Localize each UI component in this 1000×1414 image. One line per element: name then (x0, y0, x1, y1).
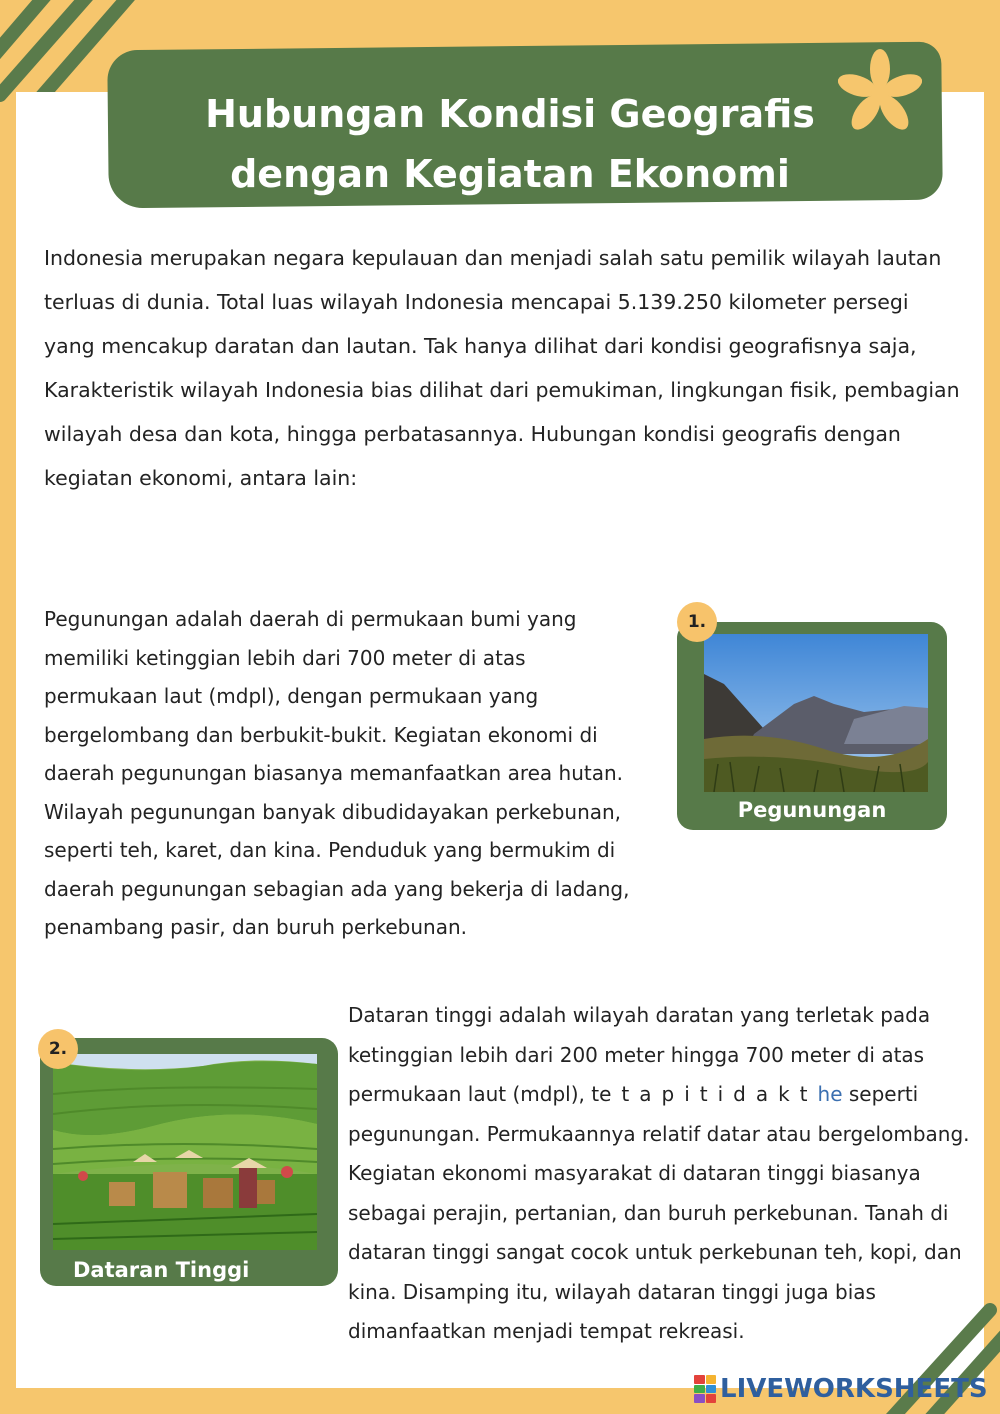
title-line-1: Hubungan Kondisi Geografis (205, 92, 815, 136)
dataran-tinggi-photo (53, 1054, 317, 1250)
dataran-tinggi-text-end: seperti pegunungan. Permukaannya relatif datar atau bergelombang. Kegiatan ekonomi masyarakat di dataran tinggi biasanya sebagai perajin, pertanian, dan buruh perkebunan. Tanah di dataran tinggi sangat cocok untuk perkebunan teh, kopi, dan kina. Disamping itu, wilayah dataran tinggi juga bias dimanfaatkan menjadi tempat rekreasi. (348, 1082, 970, 1343)
dataran-tinggi-card (40, 1038, 338, 1286)
number-badge-2: 2. (38, 1029, 78, 1069)
brand-name: LIVEWORKSHEETS (720, 1374, 988, 1404)
dataran-tinggi-text-spaced-tail: he (817, 1082, 843, 1106)
dataran-tinggi-text-spaced: etapitidakt (599, 1082, 818, 1106)
liveworksheets-logo-icon (694, 1375, 716, 1403)
pegunungan-label: Pegunungan (737, 798, 887, 822)
intro-paragraph: Indonesia merupakan negara kepulauan dan menjadi salah satu pemilik wilayah lautan terluas di dunia. Total luas wilayah Indonesia mencapai 5.139.250 kilometer persegi yang mencakup daratan dan lautan. Tak hanya dilihat dari kondisi geografisnya saja, Karakteristik wilayah Indonesia bias dilihat dari pemukiman, lingkungan fisik, pembagian wilayah desa dan kota, hingga perbatasannya. Hubungan kondisi geografis dengan kegiatan ekonomi, antara lain: (44, 246, 960, 490)
page-title (130, 84, 890, 204)
liveworksheets-brand[interactable] (694, 1372, 988, 1406)
flower-icon (838, 48, 922, 138)
dataran-tinggi-text-start: Dataran tinggi adalah wilayah daratan yang terletak pada ketinggian lebih dari 200 meter hingga 700 meter di atas permukaan laut (mdpl), t (348, 1003, 931, 1106)
dataran-tinggi-label: Dataran Tinggi (73, 1258, 250, 1282)
pegunungan-paragraph: Pegunungan adalah daerah di permukaan bumi yang memiliki ketinggian lebih dari 700 meter di atas permukaan laut (mdpl), dengan permukaan yang bergelombang dan berbukit-bukit. Kegiatan ekonomi di daerah pegunungan biasanya memanfaatkan area hutan. Wilayah pegunungan banyak dibudidayakan perkebunan, seperti teh, karet, dan kina. Penduduk yang bermukim di daerah pegunungan sebagian ada yang bekerja di ladang, penambang pasir, dan buruh perkebunan. (44, 607, 630, 939)
pegunungan-photo (704, 634, 928, 792)
number-badge-1: 1. (677, 602, 717, 642)
pegunungan-card (677, 622, 947, 830)
title-line-2: dengan Kegiatan Ekonomi (230, 152, 790, 196)
dataran-tinggi-paragraph (348, 996, 970, 1352)
